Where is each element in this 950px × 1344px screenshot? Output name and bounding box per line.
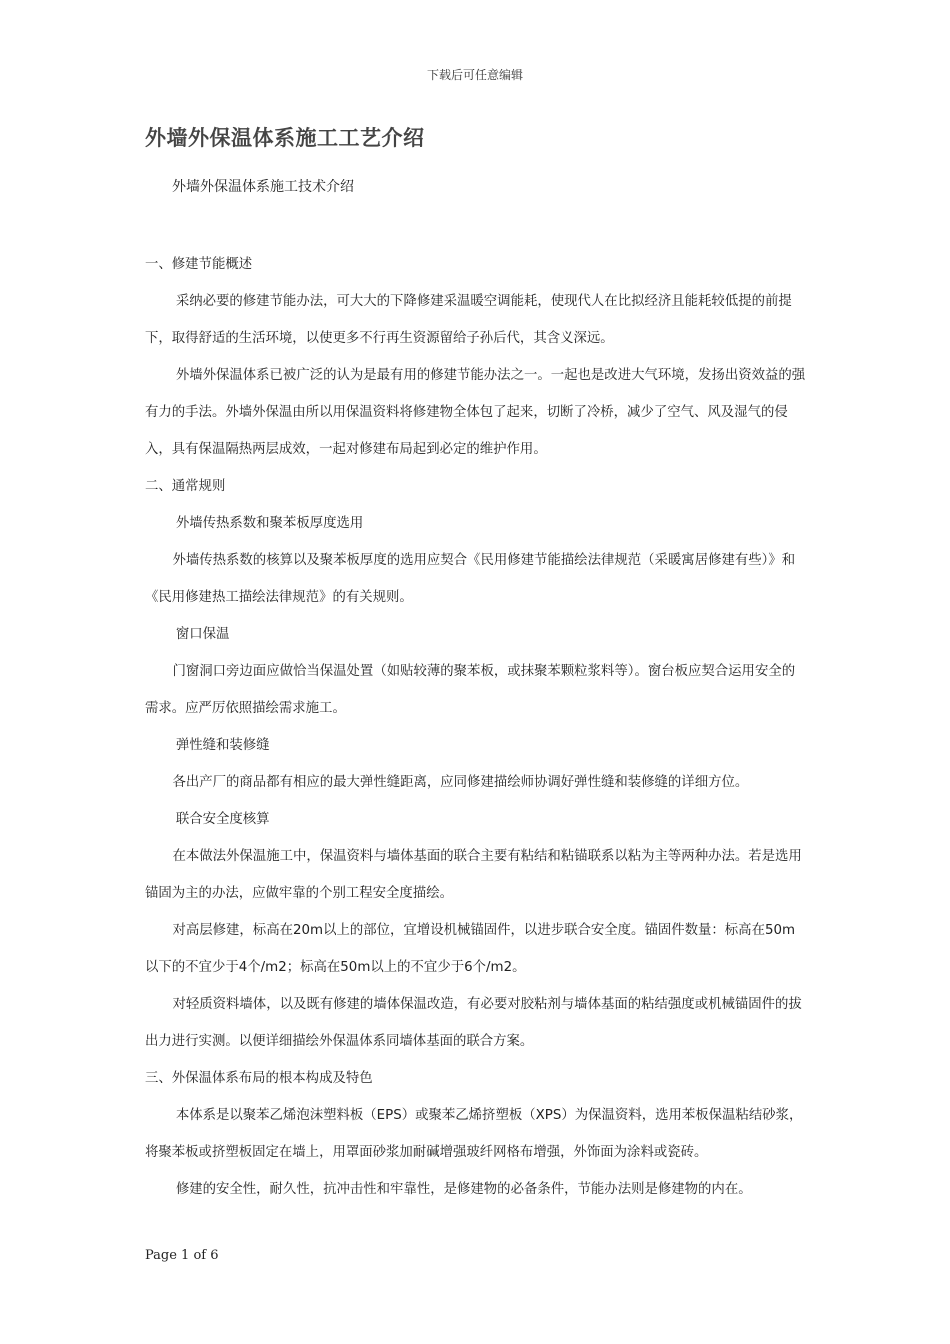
paragraph: 本体系是以聚苯乙烯泡沫塑料板（EPS）或聚苯乙烯挤塑板（XPS）为保温资料，选用苯板保温粘结砂浆，将聚苯板或挤塑板固定在墙上，用罩面砂浆加耐碱增强玻纤网格布增强，外饰面为涂料或瓷砖。: [145, 1108, 803, 1160]
section-heading-2: 二、通常规则: [145, 479, 226, 494]
document-subtitle: 外墙外保温体系施工技术介绍: [172, 179, 354, 195]
subheading: 弹性缝和装修缝: [175, 738, 270, 753]
page-footer: Page 1 of 6: [145, 1248, 219, 1263]
paragraph: 采纳必要的修建节能办法，可大大的下降修建采温暖空调能耗，使现代人在比拟经济且能耗较低提的前提下，取得舒适的生活环境，以使更多不行再生资源留给子孙后代，其含义深远。: [145, 294, 792, 346]
paragraph: 对轻质资料墙体，以及既有修建的墙体保温改造，有必要对胶粘剂与墙体基面的粘结强度或机械锚固件的拔出力进行实测。以便详细描绘外保温体系同墙体基面的联合方案。: [145, 997, 802, 1049]
subheading: 外墙传热系数和聚苯板厚度选用: [175, 516, 364, 531]
section-heading-1: 一、修建节能概述: [145, 257, 253, 272]
document-body: [145, 246, 807, 1208]
paragraph: 外墙外保温体系已被广泛的认为是最有用的修建节能办法之一。一起也是改进大气环境，发扬出资效益的强有力的手法。外墙外保温由所以用保温资料将修建物全体包了起来，切断了冷桥，减少了空气、风及湿气的侵入，具有保温隔热两层成效，一起对修建布局起到必定的维护作用。: [145, 368, 806, 457]
section-heading-3: 三、外保温体系布局的根本构成及特色: [145, 1071, 373, 1086]
paragraph: 门窗洞口旁边面应做恰当保温处置（如贴较薄的聚苯板，或抹聚苯颗粒浆料等）。窗台板应契合运用安全的需求。应严厉依照描绘需求施工。: [145, 664, 796, 716]
paragraph: 在本做法外保温施工中，保温资料与墙体基面的联合主要有粘结和粘锚联系以粘为主等两种办法。若是选用锚固为主的办法，应做牢靠的个别工程安全度描绘。: [145, 849, 802, 901]
document-title: 外墙外保温体系施工工艺介绍: [145, 126, 425, 150]
page-header: 下载后可任意编辑: [426, 68, 523, 82]
subheading: 窗口保温: [175, 627, 230, 642]
paragraph: 对高层修建，标高在20m以上的部位，宜增设机械锚固件，以进步联合安全度。锚固件数量：标高在50m以下的不宜少于4个/m2；标高在50m以上的不宜少于6个/m2。: [145, 923, 796, 975]
paragraph: 各出产厂的商品都有相应的最大弹性缝距离，应同修建描绘师协调好弹性缝和装修缝的详细方位。: [172, 775, 749, 790]
paragraph: 外墙传热系数的核算以及聚苯板厚度的选用应契合《民用修建节能描绘法律规范（采暖寓居修建有些）》和《民用修建热工描绘法律规范》的有关规则。: [145, 553, 796, 605]
subheading: 联合安全度核算: [175, 812, 270, 827]
paragraph: 修建的安全性，耐久性，抗冲击性和牢靠性，是修建物的必备条件，节能办法则是修建物的内在。: [175, 1182, 752, 1197]
